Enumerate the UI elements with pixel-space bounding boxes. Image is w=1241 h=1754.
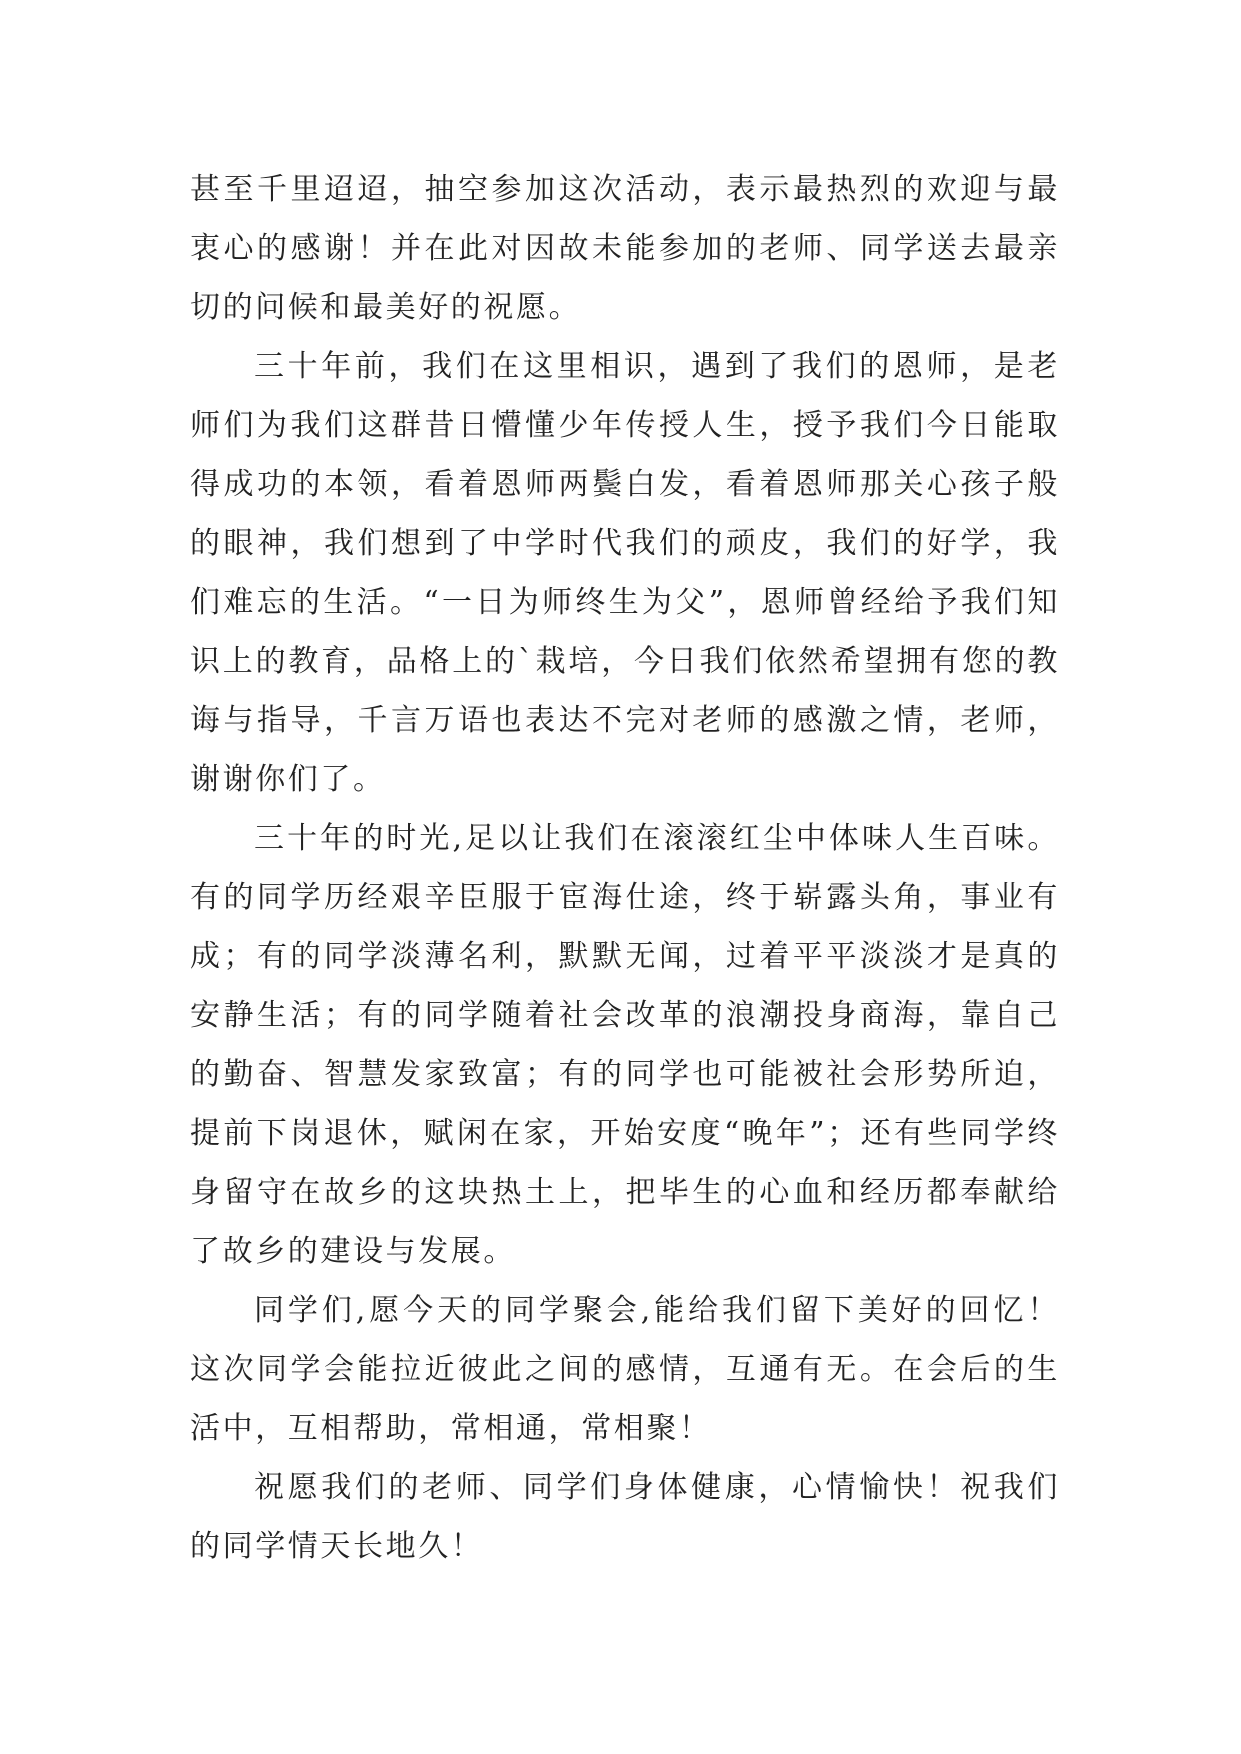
- document-body: [190, 160, 1060, 1576]
- paragraph-continuation: 甚至千里迢迢，抽空参加这次活动，表示最热烈的欢迎与最衷心的感谢！并在此对因故未能参加的老师、同学送去最亲切的问候和最美好的祝愿。: [190, 172, 1060, 325]
- paragraph-thirty-years: 三十年的时光,足以让我们在滚滚红尘中体味人生百味。有的同学历经艰辛臣服于宦海仕途，终于崭露头角，事业有成；有的同学淡薄名利，默默无闻，过着平平淡淡才是真的安静生活；有的同学随着社会改革的浪潮投身商海，靠自己的勤奋、智慧发家致富；有的同学也可能被社会形势所迫，提前下岗退休，赋闲在家，开始安度“晚年”；还有些同学终身留守在故乡的这块热土上，把毕生的心血和经历都奉献给了故乡的建设与发展。: [190, 821, 1060, 1269]
- paragraph-reunion-wishes: 同学们,愿今天的同学聚会,能给我们留下美好的回忆！这次同学会能拉近彼此之间的感情，互通有无。在会后的生活中，互相帮助，常相通，常相聚！: [190, 1293, 1060, 1446]
- paragraph-teachers: 三十年前，我们在这里相识，遇到了我们的恩师，是老师们为我们这群昔日懵懂少年传授人生，授予我们今日能取得成功的本领，看着恩师两鬓白发，看着恩师那关心孩子般的眼神，我们想到了中学时代我们的顽皮，我们的好学，我们难忘的生活。“一日为师终生为父”，恩师曾经给予我们知识上的教育，品格上的`栽培，今日我们依然希望拥有您的教诲与指导，千言万语也表达不完对老师的感激之情，老师，谢谢你们了。: [190, 349, 1060, 797]
- paragraph-closing-blessing: 祝愿我们的老师、同学们身体健康，心情愉快！祝我们的同学情天长地久！: [190, 1470, 1060, 1564]
